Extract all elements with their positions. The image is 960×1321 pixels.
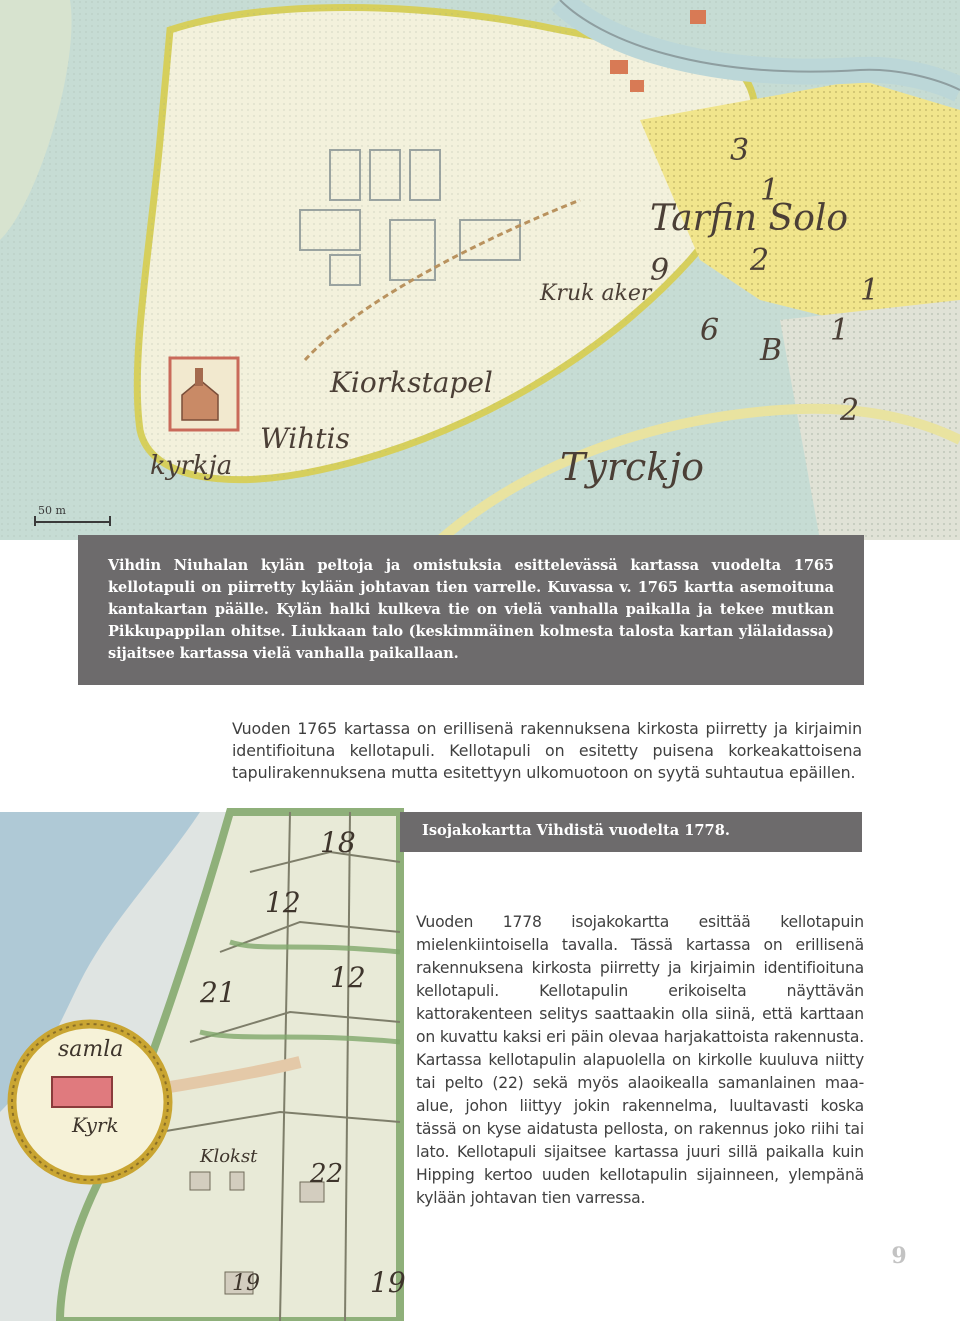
page-number: 9 (891, 1243, 907, 1269)
map-label: Kruk aker (540, 281, 652, 306)
map-label: 22 (310, 1159, 344, 1189)
map-label: 19 (232, 1271, 260, 1296)
map-label: 2 (750, 243, 770, 278)
body-paragraph-1: Vuoden 1765 kartassa on erillisenä rakennuksena kirkosta piirretty ja kirjaimin identifioituna kellotapuli. Kellotapuli on esitetty puisena korkeakattoisena tapulirakennuksena mutta esitettyyn ulkomuotoon on syytä suhtautua epäillen. (232, 719, 862, 782)
map-label: Kiorkstapel (330, 366, 493, 399)
map-label: 2 (840, 393, 860, 428)
map-1778-image (0, 812, 406, 1321)
map-label: 18 (320, 826, 356, 859)
map-label: 9 (650, 253, 670, 288)
map-caption-box (78, 535, 864, 685)
map-label: 3 (730, 133, 750, 168)
map-label: 1 (760, 173, 780, 208)
map-label: 19 (370, 1266, 406, 1299)
map-label: Kyrk (72, 1113, 119, 1137)
body-paragraph-2: Vuoden 1778 isojakokartta esittää kellotapuin mielenkiintoisella tavalla. Tässä kartassa on erillisenä rakennuksena kirkosta piirretty ja kirjaimin identifioituna kellotapuli. Kellotapulin erikoiselta näyttävän kattorakenteen selitys saattaakin olla siinä, että karttaan on kuvattu kaksi eri päin olevaa harjakattoista rakennusta. Kartassa kellotapulin alapuolella on kirkolle kuuluva niitty tai pelto (22) sekä myös alaoikealla samanlainen maa-alue, johon liittyy jokin rakennelma, luultavasti koska tässä on kyse aidatusta pellosta, on rakennus joko riihi tai lato. Kellotapuli sijaitsee kartassa juuri sillä paikalla kuin Hipping kertoo uuden kellotapulin sijainneen, ylempänä kylään johtavan tien varressa. (416, 913, 864, 1207)
scale-label: 50 m (38, 504, 66, 517)
map-1765-drawing (0, 0, 960, 540)
map-label: Klokst (200, 1146, 258, 1167)
map-label: 12 (265, 886, 301, 919)
map-label: kyrkja (150, 451, 233, 481)
map-label: 12 (330, 961, 366, 994)
map-label: Tyrckjo (560, 445, 704, 489)
map-label: B (760, 333, 783, 368)
map-1778-drawing (0, 812, 406, 1321)
section-header: Isojakokartta Vihdistä vuodelta 1778. (422, 822, 730, 839)
map-label: Tarfin Solo (650, 198, 849, 239)
map-1765-image (0, 0, 960, 540)
map-label: 6 (700, 313, 720, 348)
map-label: 1 (830, 313, 850, 348)
section-header-bar (400, 812, 862, 852)
map-label: 21 (200, 976, 236, 1009)
map-label: 1 (860, 273, 880, 308)
map-label: samla (58, 1037, 124, 1062)
map-label: Wihtis (260, 422, 350, 455)
map-caption: Vihdin Niuhalan kylän peltoja ja omistuksia esittelevässä kartassa vuodelta 1765 kellotapuli on piirretty kylään johtavan tien varrelle. Kuvassa v. 1765 kartta asemoituna kantakartan päälle. Kylän halki kulkeva tie on vielä vanhalla paikalla ja tekee mutkan Pikkupappilan ohitse. Liukkaan talo (keskimmäinen kolmesta talosta kartan ylälaidassa) sijaitsee kartassa vielä vanhalla paikallaan. (108, 557, 834, 662)
